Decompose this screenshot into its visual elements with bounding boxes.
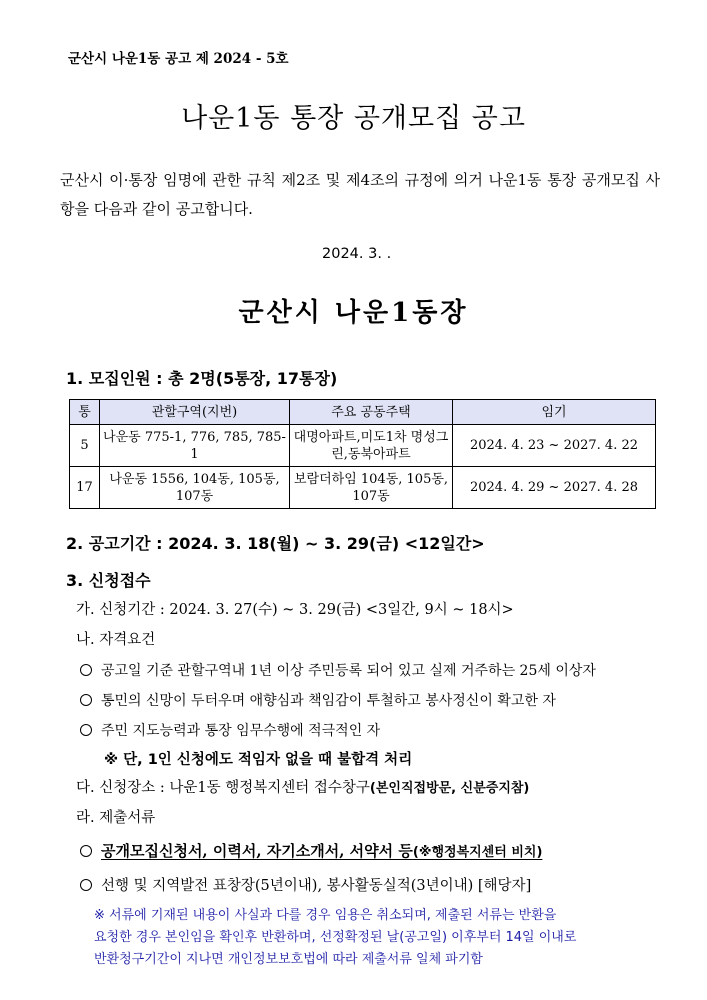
section1-heading: 1. 모집인원 : 총 2명(5통장, 17통장) (66, 369, 338, 388)
application-period: 가. 신청기간 : 2024. 3. 27(수) ~ 3. 29(금) <3일간, 9시 ~ 18시> (76, 602, 514, 618)
table-cell: 2024. 4. 29 ~ 2027. 4. 28 (453, 467, 656, 509)
qualification-text: 공고일 기준 관할구역내 1년 이상 주민등록 되어 있고 실제 거주하는 25세 이상자 (101, 663, 596, 679)
list-item (80, 874, 531, 895)
documents-note-line: ※ 서류에 기재된 내용이 사실과 다를 경우 임용은 취소되며, 제출된 서류는 반환을 (94, 908, 557, 923)
qualification-text: 통민의 신망이 두터우며 애향심과 책임감이 투철하고 봉사정신이 확고한 자 (101, 693, 556, 709)
place-text: 다. 신청장소 : 나운1동 행정복지센터 접수창구 (76, 780, 370, 796)
list-item (80, 840, 542, 861)
table-header: 통 (70, 400, 100, 425)
table-cell: 5 (70, 425, 100, 467)
table-header-row (70, 400, 656, 425)
document-number: 군산시 나운1동 공고 제 2024 - 5호 (68, 51, 289, 67)
list-item (80, 660, 596, 680)
section2-heading: 2. 공고기간 : 2024. 3. 18(월) ~ 3. 29(금) <12일간> (66, 534, 485, 553)
table-cell: 2024. 4. 23 ~ 2027. 4. 22 (453, 425, 656, 467)
list-item (80, 690, 556, 710)
page-title: 나운1동 통장 공개모집 공고 (181, 103, 526, 134)
circle-bullet-icon (80, 724, 92, 736)
document-main-text: 선행 및 지역발전 표창장(5년이내), 봉사활동실적(3년이내) [해당자] (101, 878, 532, 894)
section3-heading: 3. 신청접수 (66, 571, 151, 590)
qualifications-label: 나. 자격요건 (76, 632, 156, 648)
documents-label: 라. 제출서류 (76, 810, 156, 826)
table-header: 주요 공동주택 (290, 400, 453, 425)
table-cell: 나운동 775-1, 776, 785, 785-1 (100, 425, 290, 467)
qualification-text: 주민 지도능력과 통장 임무수행에 적극적인 자 (101, 723, 381, 739)
application-place (76, 776, 529, 797)
table-header: 임기 (453, 400, 656, 425)
table-row (70, 425, 656, 467)
issuer-signature: 군산시 나운1동장 (238, 298, 469, 328)
intro-paragraph: 군산시 이·통장 임명에 관한 규칙 제2조 및 제4조의 규정에 의거 나운1동 통장 공개모집 사항을 다음과 같이 공고합니다. (60, 171, 660, 218)
circle-bullet-icon (80, 879, 92, 891)
place-note: (본인직접방문, 신분증지참) (369, 781, 530, 796)
table-cell: 나운동 1556, 104동, 105동, 107동 (100, 467, 290, 509)
qualification-warning: ※ 단, 1인 신청에도 적임자 없을 때 불합격 처리 (104, 752, 413, 768)
list-item (80, 720, 380, 740)
documents-note-line: 요청한 경우 본인임을 확인후 반환하며, 선정확정된 날(공고일) 이후부터 14일 이내로 (94, 930, 577, 945)
circle-bullet-icon (80, 694, 92, 706)
table-cell: 보람더하임 104동, 105동, 107동 (290, 467, 453, 509)
announcement-date: 2024. 3. . (322, 246, 392, 262)
table-cell: 17 (70, 467, 100, 509)
table-cell: 대명아파트,미도1차 명성그린,동북아파트 (290, 425, 453, 467)
table-header: 관할구역(지번) (100, 400, 290, 425)
document-note: (※행정복지센터 비치) (412, 845, 543, 860)
recruitment-table (69, 399, 656, 509)
document-main-text: 공개모집신청서, 이력서, 자기소개서, 서약서 등 (101, 842, 413, 860)
documents-note-line: 반환청구기간이 지나면 개인정보보호법에 따라 제출서류 일체 파기함 (94, 952, 483, 967)
circle-bullet-icon (80, 845, 92, 857)
table-row (70, 467, 656, 509)
circle-bullet-icon (80, 664, 92, 676)
